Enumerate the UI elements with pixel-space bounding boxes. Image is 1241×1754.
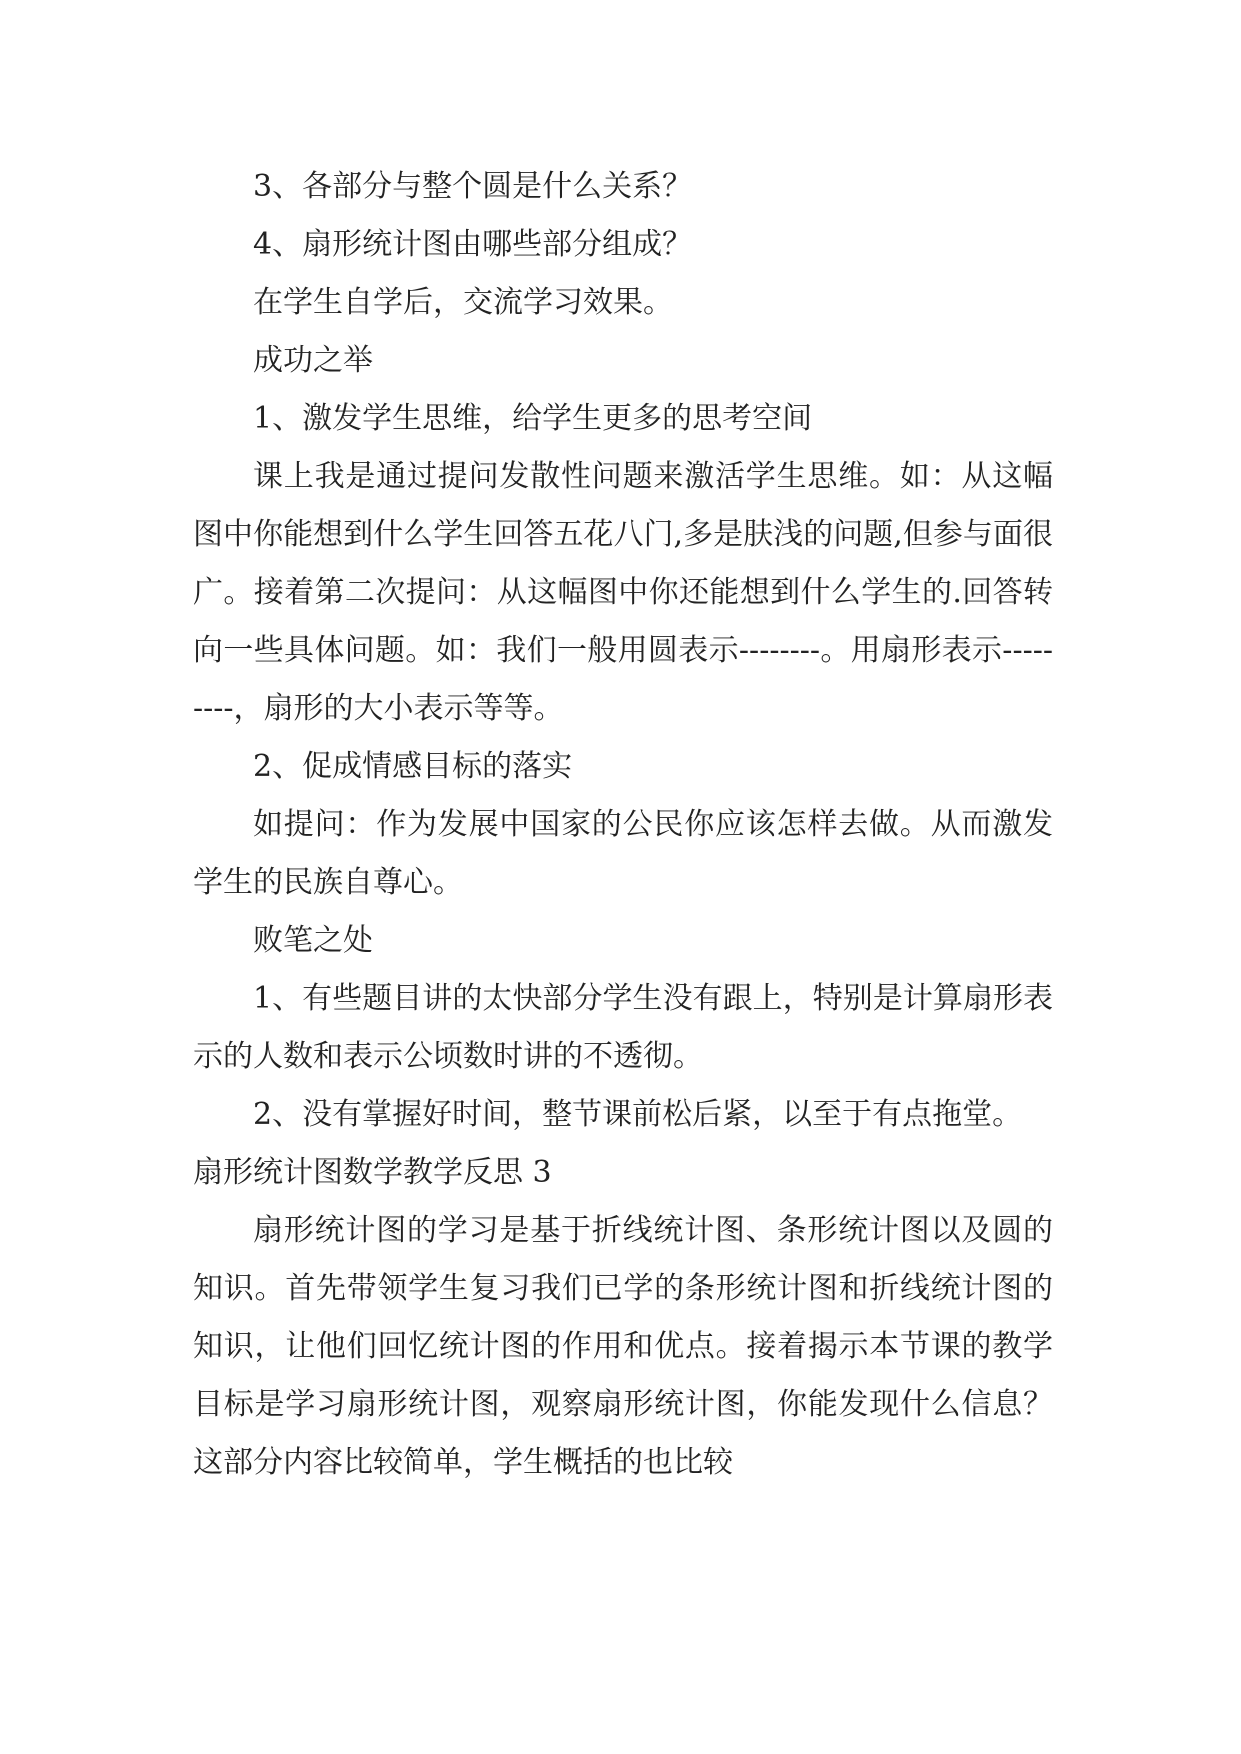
- success-point-2-body: 如提问：作为发展中国家的公民你应该怎样去做。从而激发学生的民族自尊心。: [193, 807, 1053, 900]
- self-study-exchange: 在学生自学后，交流学习效果。: [253, 285, 673, 320]
- section-title: 扇形统计图数学教学反思 3: [193, 1155, 552, 1190]
- subheading-failure: 败笔之处: [253, 923, 373, 958]
- success-point-1: 1、激发学生思维，给学生更多的思考空间: [253, 401, 813, 436]
- section-paragraph-1: 扇形统计图的学习是基于折线统计图、条形统计图以及圆的知识。首先带领学生复习我们已学的条形统计图和折线统计图的知识，让他们回忆统计图的作用和优点。接着揭示本节课的教学目标是学习扇形统计图，观察扇形统计图，你能发现什么信息？这部分内容比较简单，学生概括的也比较: [193, 1213, 1053, 1480]
- success-point-1-body: 课上我是通过提问发散性问题来激活学生思维。如：从这幅图中你能想到什么学生回答五花八门,多是肤浅的问题,但参与面很广。接着第二次提问：从这幅图中你还能想到什么学生的.回答转向一些具体问题。如：我们一般用圆表示--------。用扇形表示---------，扇形的大小表示等等。: [193, 459, 1053, 726]
- failure-point-2: 2、没有掌握好时间，整节课前松后紧，以至于有点拖堂。: [253, 1097, 1023, 1132]
- success-point-2: 2、促成情感目标的落实: [253, 749, 573, 784]
- subheading-success: 成功之举: [253, 343, 373, 378]
- question-3: 3、各部分与整个圆是什么关系？: [253, 169, 693, 204]
- failure-point-1: 1、有些题目讲的太快部分学生没有跟上，特别是计算扇形表示的人数和表示公顷数时讲的不透彻。: [193, 981, 1053, 1074]
- question-4: 4、扇形统计图由哪些部分组成？: [253, 227, 693, 262]
- document-body: [193, 158, 1053, 1492]
